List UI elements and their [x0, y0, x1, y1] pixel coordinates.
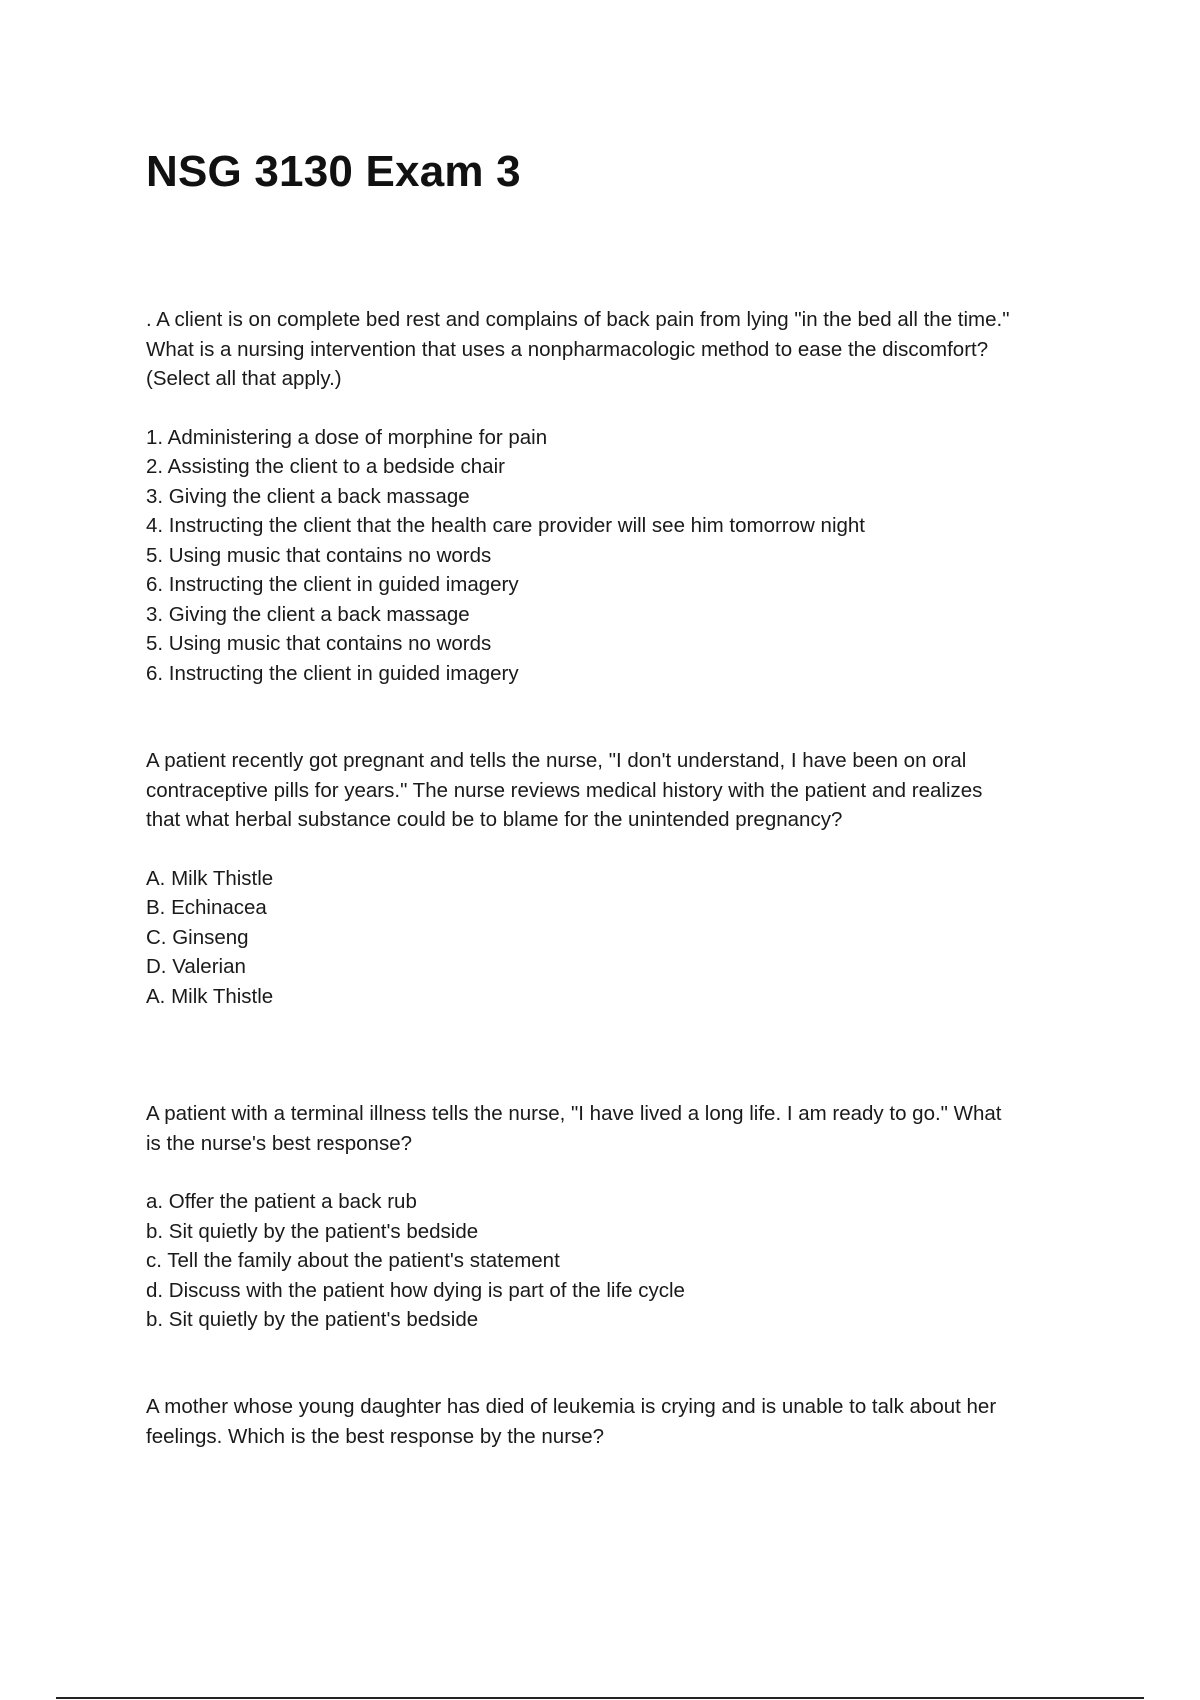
question-2-stem-line: A patient recently got pregnant and tells the nurse, "I don't understand, I have been on oral: [146, 749, 967, 772]
question-1-option: 1. Administering a dose of morphine for pain: [146, 425, 548, 449]
question-2-option: A. Milk Thistle: [146, 866, 274, 890]
question-2-option: C. Ginseng: [146, 925, 249, 949]
question-4: [146, 1392, 1106, 1451]
question-3-option: b. Sit quietly by the patient's bedside: [146, 1219, 479, 1243]
question-1-option: 2. Assisting the client to a bedside chair: [146, 455, 505, 478]
question-3-stem-line: A patient with a terminal illness tells the nurse, "I have lived a long life. I am ready to go." What: [146, 1102, 1002, 1125]
question-1-answer: 6. Instructing the client in guided imagery: [146, 661, 519, 685]
question-3-answer: b. Sit quietly by the patient's bedside: [146, 1308, 479, 1331]
question-1-stem-line: . A client is on complete bed rest and complains of back pain from lying "in the bed all the time.": [146, 308, 1010, 331]
question-4-stem-line: A mother whose young daughter has died of leukemia is crying and is unable to talk about her: [146, 1395, 997, 1418]
question-4-stem-line: feelings. Which is the best response by the nurse?: [146, 1424, 605, 1448]
question-2-option: B. Echinacea: [146, 896, 267, 919]
page-footer-divider: [56, 1697, 1144, 1699]
question-3-option: d. Discuss with the patient how dying is part of the life cycle: [146, 1278, 685, 1302]
question-1-option: 6. Instructing the client in guided imagery: [146, 573, 519, 596]
question-1-answer: 5. Using music that contains no words: [146, 632, 492, 655]
question-2-stem-line: contraceptive pills for years." The nurse reviews medical history with the patient and realizes: [146, 778, 983, 802]
question-1-option: 4. Instructing the client that the health care provider will see him tomorrow night: [146, 514, 865, 537]
question-1-stem-line: (Select all that apply.): [146, 367, 342, 390]
page-title: NSG 3130 Exam 3: [146, 147, 521, 196]
question-1-option: 5. Using music that contains no words: [146, 543, 492, 567]
question-3-option: c. Tell the family about the patient's statement: [146, 1249, 560, 1272]
question-1-answer: 3. Giving the client a back massage: [146, 602, 470, 626]
question-3-option: a. Offer the patient a back rub: [146, 1190, 417, 1213]
question-1: [146, 305, 1106, 688]
question-2-stem-line: that what herbal substance could be to blame for the unintended pregnancy?: [146, 808, 843, 831]
question-2-answer: A. Milk Thistle: [146, 984, 274, 1008]
question-2: [146, 746, 1106, 1011]
question-2-option: D. Valerian: [146, 955, 246, 978]
question-1-option: 3. Giving the client a back massage: [146, 484, 470, 508]
question-3-stem-line: is the nurse's best response?: [146, 1131, 413, 1155]
question-1-stem-line: What is a nursing intervention that uses a nonpharmacologic method to ease the discomfort?: [146, 337, 989, 361]
question-3: [146, 1099, 1106, 1335]
